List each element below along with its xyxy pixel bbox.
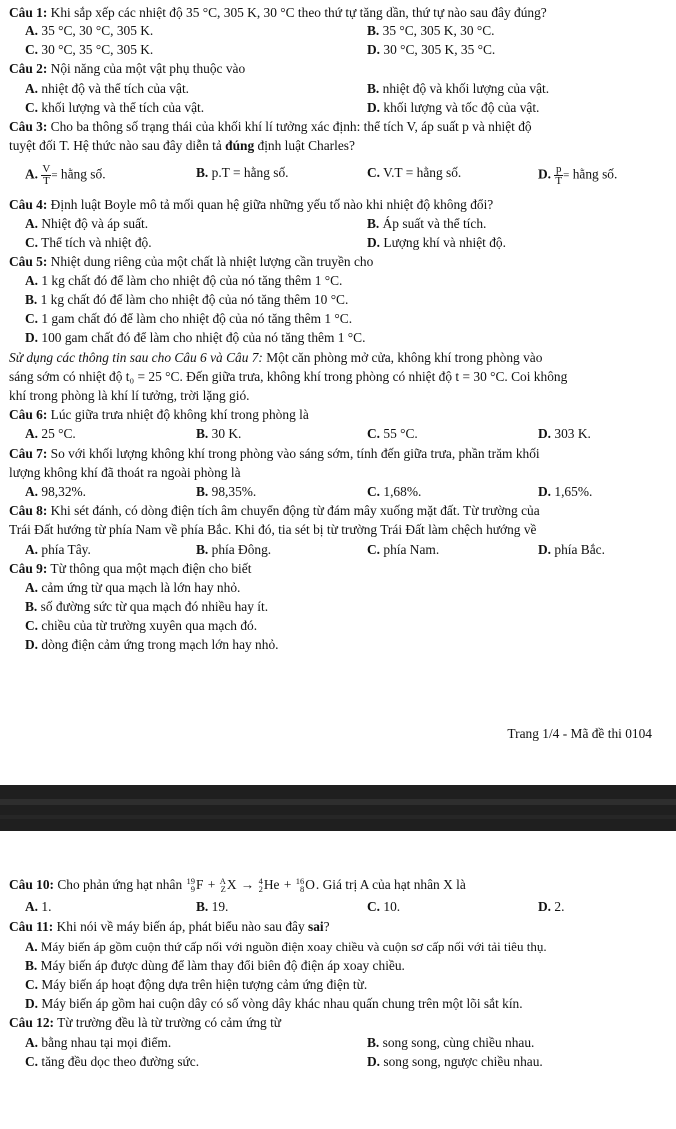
q5-option-b[interactable]: B. 1 kg chất đó để làm cho nhiệt độ của nó tăng thêm 10 °C. (25, 292, 349, 307)
q8-option-a[interactable]: A. phía Tây. (25, 542, 91, 557)
q9-option-b[interactable]: B. số đường sức từ qua mạch đó nhiều hay ít. (25, 599, 269, 614)
q3-option-a[interactable]: A. $\frac{V}{T}$ = hằng số. (25, 163, 106, 187)
q5-option-a[interactable]: A. 1 kg chất đó để làm cho nhiệt độ của nó tăng thêm 1 °C. (25, 273, 343, 288)
question-3: Câu 3: Cho ba thông số trạng thái của khối khí lí tưởng xác định: thể tích V, áp suất p và nhiệt độ (9, 119, 532, 134)
q8-options-row (0, 541, 676, 559)
q11-option-c[interactable]: C. Máy biến áp hoạt động dựa trên hiện tượng cảm ứng điện từ. (25, 977, 368, 992)
q6-option-d[interactable]: D. 303 K. (538, 426, 591, 441)
q7-option-c[interactable]: C. 1,68%. (367, 484, 422, 499)
q3-option-d[interactable]: D. $\frac{p}{T}$ = hằng số. (538, 163, 618, 187)
q3-options-row (0, 160, 676, 190)
q6-option-c[interactable]: C. 55 °C. (367, 426, 418, 441)
nucleus-o: 16 8 O (295, 876, 315, 894)
q4-option-a[interactable]: A. Nhiệt độ và áp suất. (25, 216, 149, 231)
q1-option-d[interactable]: D. 30 °C, 305 K, 35 °C. (367, 42, 496, 57)
page-break-stripe (0, 799, 676, 805)
q3-option-c[interactable]: C. V.T = hằng số. (367, 165, 462, 180)
q4-option-c[interactable]: C. Thể tích và nhiệt độ. (25, 235, 152, 250)
q9-option-a[interactable]: A. cảm ứng từ qua mạch là lớn hay nhỏ. (25, 580, 241, 595)
page-footer: Trang 1/4 - Mã đề thi 0104 (507, 726, 652, 741)
page-break-bar (0, 785, 676, 831)
nucleus-x: A Z X (219, 876, 237, 894)
question-2 (0, 60, 676, 78)
q9-option-b-row (0, 598, 676, 616)
question-7-line2: lượng không khí đã thoát ra ngoài phòng là (9, 465, 241, 480)
intro-q6-q7-line1: Sử dụng các thông tin sau cho Câu 6 và Câu 7: Một căn phòng mở cửa, không khí trong phòng vào (9, 350, 543, 365)
q7-option-b[interactable]: B. 98,35%. (196, 484, 257, 499)
q12-option-a[interactable]: A. bằng nhau tại mọi điểm. (25, 1035, 172, 1050)
q12-options-row1 (0, 1034, 676, 1052)
q2-option-b[interactable]: B. nhiệt độ và khối lượng của vật. (367, 81, 550, 96)
question-11: Câu 11: Khi nói về máy biến áp, phát biểu nào sau đây sai? (9, 919, 330, 934)
q9-option-d[interactable]: D. dòng điện cảm ứng trong mạch lớn hay nhỏ. (25, 637, 279, 652)
q12-option-b[interactable]: B. song song, cùng chiều nhau. (367, 1035, 535, 1050)
q12-option-c[interactable]: C. tăng đều dọc theo đường sức. (25, 1054, 200, 1069)
q8-option-b[interactable]: B. phía Đông. (196, 542, 272, 557)
q12-options-row2 (0, 1053, 676, 1071)
q5-option-d-row (0, 329, 676, 347)
q1-text: Khi sắp xếp các nhiệt độ 35 °C, 305 K, 30 °C theo thứ tự tăng dần, thứ tự nào sau đây đúng? (47, 5, 547, 20)
q3-option-b[interactable]: B. p.T = hằng số. (196, 165, 289, 180)
q11-option-d[interactable]: D. Máy biến áp gồm hai cuộn dây có số vòng dây khác nhau quấn chung trên một lõi sắt kín. (25, 996, 523, 1011)
q5-option-c[interactable]: C. 1 gam chất đó để làm cho nhiệt độ của nó tăng thêm 1 °C. (25, 311, 353, 326)
q10-option-a[interactable]: A. 1. (25, 899, 52, 914)
q2-label: Câu 2: (9, 61, 48, 76)
question-8: Câu 8: Khi sét đánh, có dòng điện tích âm chuyển động từ đám mây xuống mặt đất. Từ trường của (9, 503, 540, 518)
q8-option-c[interactable]: C. phía Nam. (367, 542, 440, 557)
q2-option-a[interactable]: A. nhiệt độ và thể tích của vật. (25, 81, 190, 96)
q11-option-a-row (0, 938, 676, 956)
q4-option-b[interactable]: B. Áp suất và thể tích. (367, 216, 487, 231)
q10-options-row (0, 898, 676, 916)
q2-options-row1 (0, 80, 676, 98)
q6-options-row (0, 425, 676, 443)
q1-option-b[interactable]: B. 35 °C, 305 K, 30 °C. (367, 23, 495, 38)
q10-option-c[interactable]: C. 10. (367, 899, 401, 914)
q1-options-row2 (0, 41, 676, 59)
q5-option-a-row (0, 272, 676, 290)
q3-label: Câu 3: (9, 119, 48, 134)
q4-options-row1 (0, 215, 676, 233)
q1-options-row1 (0, 22, 676, 40)
nucleus-f: 19 9 F (186, 876, 204, 894)
page-break-stripe-2 (0, 815, 676, 819)
question-10: Câu 10: Cho phản ứng hạt nhân 19 9 F + A Z X → 4 2 He + 16 8 O . Giá trị A của hạt nhân X là (9, 876, 466, 894)
q5-option-d[interactable]: D. 100 gam chất đó để làm cho nhiệt độ của nó tăng thêm 1 °C. (25, 330, 366, 345)
q6-option-a[interactable]: A. 25 °C. (25, 426, 76, 441)
question-4: Câu 4: Định luật Boyle mô tả mối quan hệ giữa những yếu tố nào khi nhiệt độ không đổi? (9, 197, 494, 212)
q11-option-b-row (0, 957, 676, 975)
q11-option-a[interactable]: A. Máy biến áp gồm cuộn thứ cấp nối với nguồn điện xoay chiều và cuộn sơ cấp nối với tải tiêu thụ. (25, 939, 547, 954)
nucleus-he: 4 2 He (258, 876, 280, 894)
q2-text: Nội năng của một vật phụ thuộc vào (47, 61, 246, 76)
question-9: Câu 9: Từ thông qua một mạch điện cho biết (9, 561, 252, 576)
q2-option-d[interactable]: D. khối lượng và tốc độ của vật. (367, 100, 540, 115)
q5-option-b-row (0, 291, 676, 309)
q11-option-c-row (0, 976, 676, 994)
q8-option-d[interactable]: D. phía Bắc. (538, 542, 605, 557)
q11-option-b[interactable]: B. Máy biến áp được dùng để làm thay đổi biên độ điện áp xoay chiều. (25, 958, 405, 973)
question-3-line2: tuyệt đối T. Hệ thức nào sau đây diễn tả đúng định luật Charles? (9, 138, 355, 153)
q1-option-c[interactable]: C. 30 °C, 35 °C, 305 K. (25, 42, 154, 57)
question-1 (0, 4, 676, 22)
q1-option-a[interactable]: A. 35 °C, 30 °C, 305 K. (25, 23, 154, 38)
q9-option-c[interactable]: C. chiều của từ trường xuyên qua mạch đó. (25, 618, 258, 633)
intro-q6-q7-line3: khí trong phòng là khí lí tưởng, trời lặng gió. (9, 388, 250, 403)
question-8-line2: Trái Đất hướng từ phía Nam về phía Bắc. Khi đó, tia sét bị từ trường Trái Đất làm chệch hướng về (9, 522, 537, 537)
question-7: Câu 7: So với khối lượng không khí trong phòng vào sáng sớm, tính đến giữa trưa, phần trăm khối (9, 446, 540, 461)
q10-option-b[interactable]: B. 19. (196, 899, 229, 914)
q12-option-d[interactable]: D. song song, ngược chiều nhau. (367, 1054, 543, 1069)
question-12: Câu 12: Từ trường đều là từ trường có cảm ứng từ (9, 1015, 282, 1030)
q7-options-row (0, 483, 676, 501)
question-5: Câu 5: Nhiệt dung riêng của một chất là nhiệt lượng cần truyền cho (9, 254, 374, 269)
q6-option-b[interactable]: B. 30 K. (196, 426, 242, 441)
q1-label: Câu 1: (9, 5, 48, 20)
question-6: Câu 6: Lúc giữa trưa nhiệt độ không khí trong phòng là (9, 407, 309, 422)
q4-options-row2 (0, 234, 676, 252)
q11-option-d-row (0, 995, 676, 1013)
q9-option-d-row (0, 636, 676, 654)
q7-option-a[interactable]: A. 98,32%. (25, 484, 87, 499)
intro-q6-q7-line2: sáng sớm có nhiệt độ t₀ = 25 °C. Đến giữa trưa, không khí trong phòng có nhiệt độ t = 30 °C. Coi không (9, 369, 568, 384)
q9-option-a-row (0, 579, 676, 597)
q2-options-row2 (0, 99, 676, 117)
q2-option-c[interactable]: C. khối lượng và thể tích của vật. (25, 100, 205, 115)
q9-option-c-row (0, 617, 676, 635)
q10-option-d[interactable]: D. 2. (538, 899, 565, 914)
q7-option-d[interactable]: D. 1,65%. (538, 484, 593, 499)
q4-option-d[interactable]: D. Lượng khí và nhiệt độ. (367, 235, 506, 250)
q5-option-c-row (0, 310, 676, 328)
